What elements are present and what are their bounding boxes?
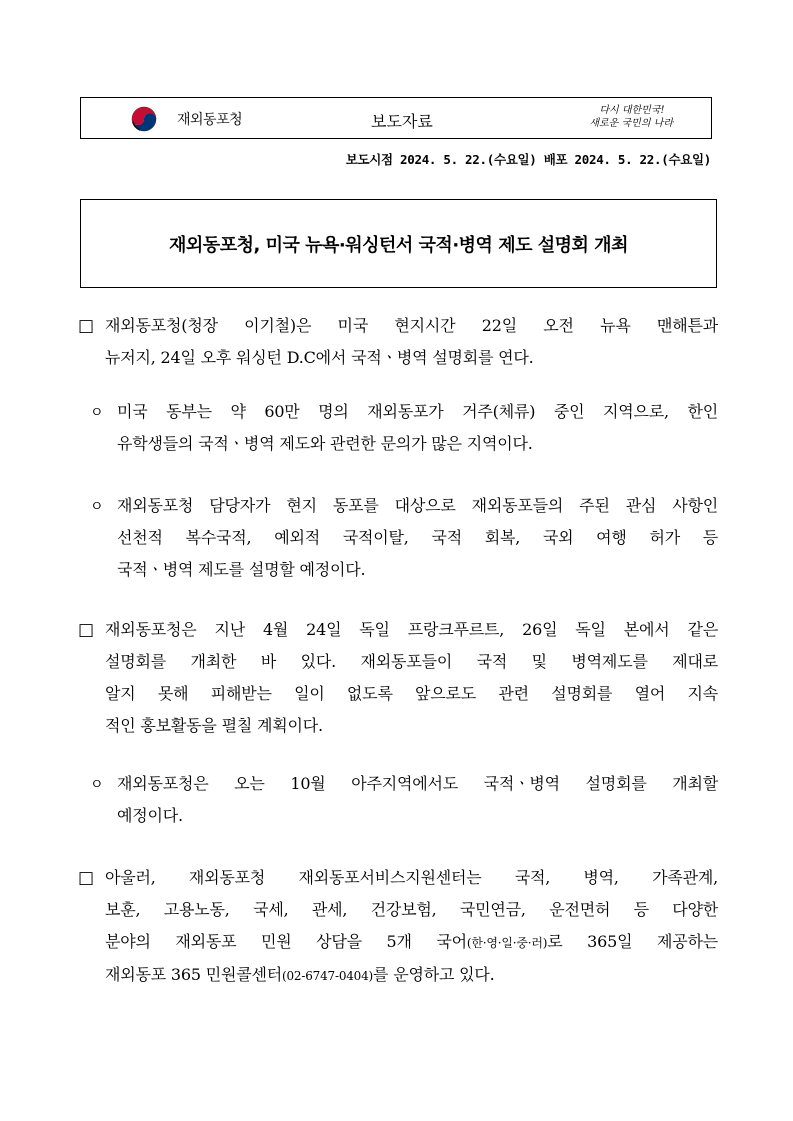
line-text: 로 365일 제공하는 xyxy=(547,932,719,951)
paragraph-line: 뉴저지, 24일 오후 워싱턴 D.C에서 국적ㆍ병역 설명회를 연다. xyxy=(105,348,534,367)
slogan-line-2: 새로운 국민의 나라 xyxy=(589,118,673,129)
paragraph-line: 설명회를 개최한 바 있다. 재외동포들이 국적 및 병역제도를 제대로 xyxy=(105,652,718,671)
line-text: 재외동포 365 민원콜센터 xyxy=(105,965,283,984)
org-name: 재외동포청 xyxy=(177,112,243,128)
square-bullet: □ xyxy=(78,868,94,888)
paragraph-line: 적인 홍보활동을 펼칠 계획이다. xyxy=(105,716,323,735)
paragraph-2 xyxy=(90,396,718,460)
paragraph-line: 재외동포청(청장 이기철)은 미국 현지시간 22일 오전 뉴욕 맨해튼과 xyxy=(105,316,718,335)
paragraph-3 xyxy=(90,490,718,586)
paragraph-6 xyxy=(78,862,718,992)
languages-note: (한·영·일·중·러) xyxy=(466,936,548,950)
paragraph-line: 선천적 복수국적, 예외적 국적이탈, 국적 회복, 국외 여행 허가 등 xyxy=(117,528,718,547)
page-title: 재외동포청, 미국 뉴욕·워싱턴서 국적·병역 제도 설명회 개최 xyxy=(169,234,628,256)
slogan xyxy=(589,104,673,130)
phone-number: (02-6747-0404) xyxy=(282,969,374,983)
paragraph-line: 재외동포청은 지난 4월 24일 독일 프랑크푸르트, 26일 독일 본에서 같은 xyxy=(105,620,718,639)
circle-bullet: ㅇ xyxy=(90,777,104,793)
circle-bullet: ㅇ xyxy=(90,499,104,515)
paragraph-line: 아울러, 재외동포청 재외동포서비스지원센터는 국적, 병역, 가족관계, xyxy=(105,868,718,887)
line-text: 를 운영하고 있다. xyxy=(373,965,495,984)
paragraph-line xyxy=(105,926,718,959)
paragraph-1 xyxy=(78,310,718,374)
paragraph-line: 알지 못해 피해받는 일이 없도록 앞으로도 관련 설명회를 열어 지속 xyxy=(105,684,718,703)
header-box xyxy=(80,97,712,139)
line-text: 분야의 재외동포 민원 상담을 5개 국어 xyxy=(105,932,467,951)
doc-type-label: 보도자료 xyxy=(371,112,433,131)
government-logo-icon xyxy=(131,106,157,132)
paragraph-5 xyxy=(90,768,718,832)
paragraph-line: 재외동포청 담당자가 현지 동포를 대상으로 재외동포들의 주된 관심 사항인 xyxy=(117,496,718,515)
circle-bullet: ㅇ xyxy=(90,405,104,421)
paragraph-line: 미국 동부는 약 60만 명의 재외동포가 거주(체류) 중인 지역으로, 한인 xyxy=(117,402,718,421)
slogan-line-1: 다시 대한민국! xyxy=(599,105,665,116)
title-box xyxy=(80,199,717,288)
square-bullet: □ xyxy=(78,620,94,640)
release-info: 보도시점 2024. 5. 22.(수요일) 배포 2024. 5. 22.(수요일) xyxy=(345,152,711,167)
paragraph-line: 재외동포청은 오는 10월 아주지역에서도 국적ㆍ병역 설명회를 개최할 xyxy=(117,774,718,793)
paragraph-line: 예정이다. xyxy=(117,806,183,825)
square-bullet: □ xyxy=(78,316,94,336)
paragraph-line: 보훈, 고용노동, 국세, 관세, 건강보험, 국민연금, 운전면허 등 다양한 xyxy=(105,900,718,919)
paragraph-line: 국적ㆍ병역 제도를 설명할 예정이다. xyxy=(117,560,366,579)
paragraph-line xyxy=(105,959,718,992)
paragraph-line: 유학생들의 국적ㆍ병역 제도와 관련한 문의가 많은 지역이다. xyxy=(117,434,533,453)
paragraph-4 xyxy=(78,614,718,742)
